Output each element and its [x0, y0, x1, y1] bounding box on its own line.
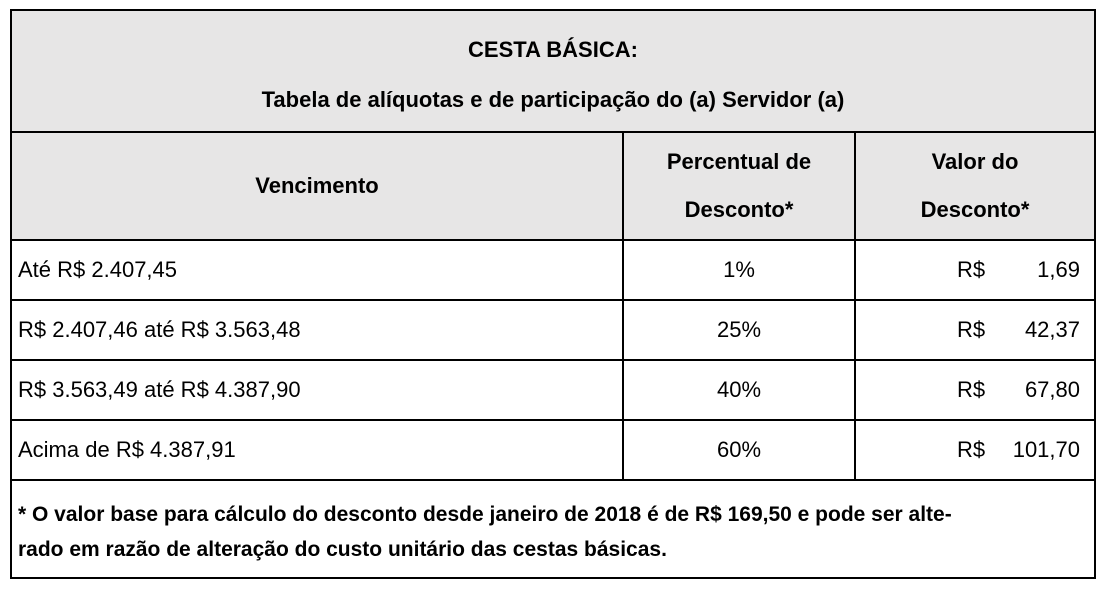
cell-percentual: 25%	[716, 317, 762, 342]
valor-amount: 1,69	[1037, 257, 1080, 282]
cell-vencimento: Acima de R$ 4.387,91	[18, 437, 236, 462]
currency-symbol: R$	[957, 437, 986, 462]
currency-symbol: R$	[957, 257, 986, 282]
header-percentual-line1: Percentual de	[666, 149, 812, 174]
cell-percentual: 60%	[716, 437, 762, 462]
cell-valor	[856, 361, 1080, 419]
header-percentual	[624, 133, 854, 239]
table-title: CESTA BÁSICA:	[468, 37, 638, 62]
header-valor-line1: Valor do	[931, 149, 1019, 174]
valor-amount: 67,80	[1024, 377, 1080, 402]
currency-symbol: R$	[957, 317, 986, 342]
header-valor	[856, 133, 1094, 239]
valor-amount: 101,70	[1012, 437, 1080, 462]
cell-vencimento: R$ 3.563,49 até R$ 4.387,90	[18, 377, 301, 402]
cell-percentual: 40%	[716, 377, 762, 402]
valor-amount: 42,37	[1024, 317, 1080, 342]
cell-valor	[856, 301, 1080, 359]
table-header-row	[12, 133, 1094, 241]
column-divider	[622, 133, 624, 481]
header-vencimento	[12, 133, 622, 239]
currency-symbol: R$	[957, 377, 986, 402]
cell-vencimento: R$ 2.407,46 até R$ 3.563,48	[18, 317, 301, 342]
cesta-basica-table	[10, 9, 1096, 579]
table-row	[12, 361, 1094, 421]
footnote-line1: * O valor base para cálculo do desconto desde janeiro de 2018 é de R$ 169,50 e pode ser alte-	[18, 503, 952, 526]
header-vencimento-label: Vencimento	[255, 173, 379, 198]
table-row	[12, 301, 1094, 361]
cell-valor	[856, 421, 1080, 479]
table-row	[12, 241, 1094, 301]
cell-percentual: 1%	[723, 257, 755, 282]
header-valor-line2: Desconto*	[920, 197, 1030, 222]
footnote-line2: rado em razão de alteração do custo unitário das cestas básicas.	[18, 538, 667, 561]
table-subtitle: Tabela de alíquotas e de participação do (a) Servidor (a)	[261, 87, 845, 112]
footnote	[18, 497, 1078, 567]
table-row	[12, 421, 1094, 481]
column-divider	[854, 133, 856, 481]
header-percentual-line2: Desconto*	[684, 197, 794, 222]
cell-valor	[856, 241, 1080, 299]
table-title-block	[12, 11, 1094, 133]
cell-vencimento: Até R$ 2.407,45	[18, 257, 178, 282]
